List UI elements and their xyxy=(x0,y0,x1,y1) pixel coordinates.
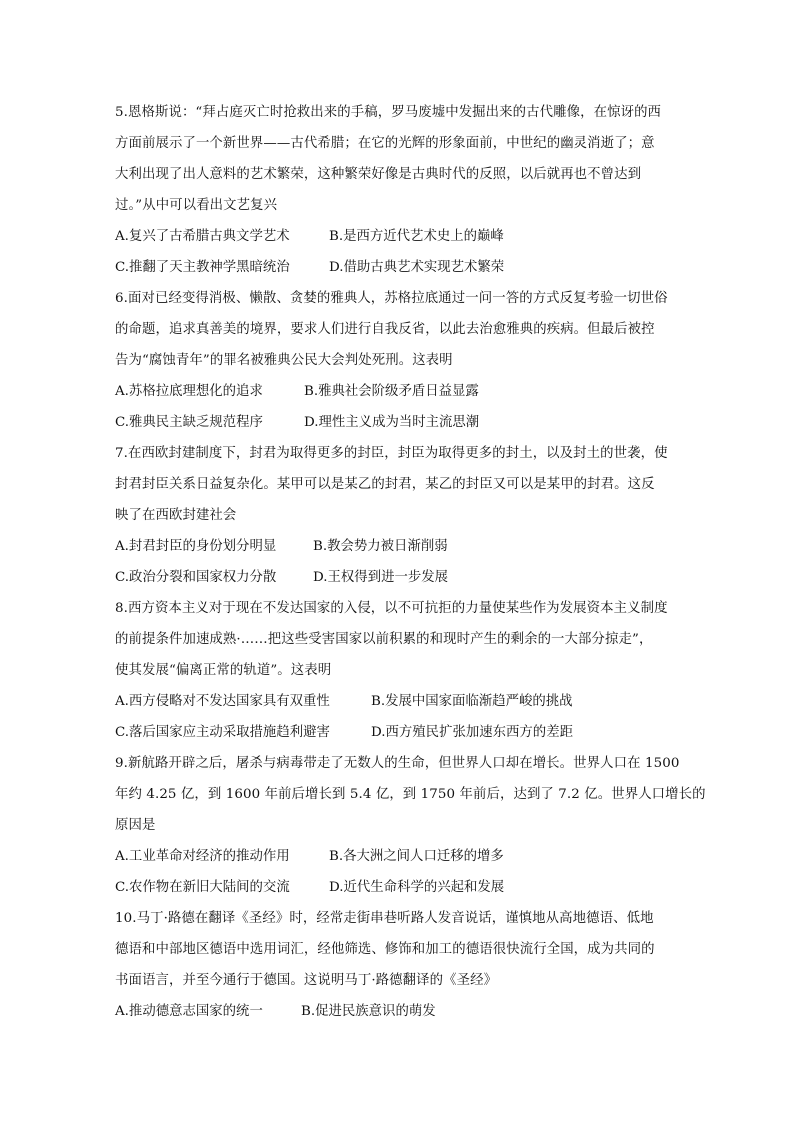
question-text-line: 方面前展示了一个新世界——古代希腊；在它的光辉的形象面前，中世纪的幽灵消逝了；意 xyxy=(115,136,655,151)
option-b[interactable]: B.教会势力被日渐削弱 xyxy=(313,539,448,554)
question-list xyxy=(115,97,706,1027)
option-row xyxy=(115,686,685,717)
question-text-line: 映了在西欧封建社会 xyxy=(115,508,237,523)
question-text-line: 大利出现了出人意料的艺术繁荣，这种繁荣好像是古典时代的反照，以后就再也不曾达到 xyxy=(115,167,642,182)
question-text-line: 过。”从中可以看出文艺复兴 xyxy=(115,198,278,213)
option-row xyxy=(115,221,685,252)
question-text-line: 10.马丁·路德在翻译《圣经》时，经常走街串巷听路人发音说话，谨慎地从高地德语、低地 xyxy=(115,911,654,926)
option-d[interactable]: D.王权得到进一步发展 xyxy=(313,570,449,585)
question-7 xyxy=(115,438,685,593)
option-a[interactable]: A.工业革命对经济的推动作用 xyxy=(115,849,290,864)
option-b[interactable]: B.是西方近代艺术史上的巅峰 xyxy=(329,229,504,244)
question-text-line: 的前提条件加速成熟·……把这些受害国家以前积累的和现时产生的剩余的一大部分掠走”， xyxy=(115,632,653,647)
question-text-line: 6.面对已经变得消极、懒散、贪婪的雅典人，苏格拉底通过一问一答的方式反复考验一切世俗 xyxy=(115,291,668,306)
option-a[interactable]: A.复兴了古希腊古典文学艺术 xyxy=(115,229,290,244)
question-text-line: 5.恩格斯说：“拜占庭灭亡时抢救出来的手稿，罗马废墟中发掘出来的古代雕像，在惊讶的西 xyxy=(115,105,662,120)
question-text-line: 告为“腐蚀青年”的罪名被雅典公民大会判处死刑。这表明 xyxy=(115,353,453,368)
option-row xyxy=(115,717,685,748)
question-text-line: 原因是 xyxy=(115,818,156,833)
option-d[interactable]: D.近代生命科学的兴起和发展 xyxy=(329,880,505,895)
question-6 xyxy=(115,283,685,438)
option-c[interactable]: C.推翻了天主教神学黑暗统治 xyxy=(115,260,290,275)
question-10 xyxy=(115,903,685,1027)
option-row xyxy=(115,841,685,872)
question-text-line: 年约 4.25 亿，到 1600 年前后增长到 5.4 亿，到 1750 年前后，达到了 7.2 亿。世界人口增长的 xyxy=(115,787,706,802)
question-text-line: 书面语言，并至今通行于德国。这说明马丁·路德翻译的《圣经》 xyxy=(115,973,498,988)
option-c[interactable]: C.政治分裂和国家权力分散 xyxy=(115,570,277,585)
question-8 xyxy=(115,593,685,748)
option-a[interactable]: A.西方侵略对不发达国家具有双重性 xyxy=(115,694,330,709)
question-text-line: 8.西方资本主义对于现在不发达国家的入侵，以不可抗拒的力量使某些作为发展资本主义制度 xyxy=(115,601,668,616)
option-a[interactable]: A.封君封臣的身份划分明显 xyxy=(115,539,277,554)
question-text-line: 使其发展“偏离正常的轨道”。这表明 xyxy=(115,663,332,678)
option-a[interactable]: A.苏格拉底理想化的追求 xyxy=(115,384,263,399)
option-c[interactable]: C.农作物在新旧大陆间的交流 xyxy=(115,880,290,895)
option-row xyxy=(115,872,685,903)
question-text-line: 9.新航路开辟之后，屠杀与病毒带走了无数人的生命，但世界人口却在增长。世界人口在 1500 xyxy=(115,756,680,771)
question-text-line: 的命题，追求真善美的境界，要求人们进行自我反省，以此去治愈雅典的疾病。但最后被控 xyxy=(115,322,655,337)
option-a[interactable]: A.推动德意志国家的统一 xyxy=(115,1004,263,1019)
option-row xyxy=(115,531,685,562)
question-text-line: 封君封臣关系日益复杂化。某甲可以是某乙的封君，某乙的封臣又可以是某甲的封君。这反 xyxy=(115,477,655,492)
question-text-line: 7.在西欧封建制度下，封君为取得更多的封臣，封臣为取得更多的封土，以及封土的世袭，使 xyxy=(115,446,668,461)
option-row xyxy=(115,252,685,283)
question-text-line: 德语和中部地区德语中选用词汇，经他筛选、修饰和加工的德语很快流行全国，成为共同的 xyxy=(115,942,655,957)
option-row xyxy=(115,996,685,1027)
option-row xyxy=(115,562,685,593)
option-row xyxy=(115,376,685,407)
option-b[interactable]: B.雅典社会阶级矛盾日益显露 xyxy=(304,384,479,399)
option-d[interactable]: D.西方殖民扩张加速东西方的差距 xyxy=(371,725,573,740)
option-d[interactable]: D.理性主义成为当时主流思潮 xyxy=(304,415,480,430)
question-9 xyxy=(115,748,706,903)
option-d[interactable]: D.借助古典艺术实现艺术繁荣 xyxy=(329,260,505,275)
option-b[interactable]: B.发展中国家面临渐趋严峻的挑战 xyxy=(371,694,573,709)
option-row xyxy=(115,407,685,438)
option-c[interactable]: C.雅典民主缺乏规范程序 xyxy=(115,415,263,430)
option-b[interactable]: B.各大洲之间人口迁移的增多 xyxy=(329,849,504,864)
option-c[interactable]: C.落后国家应主动采取措施趋利避害 xyxy=(115,725,330,740)
option-b[interactable]: B.促进民族意识的萌发 xyxy=(301,1004,436,1019)
question-5 xyxy=(115,97,685,283)
